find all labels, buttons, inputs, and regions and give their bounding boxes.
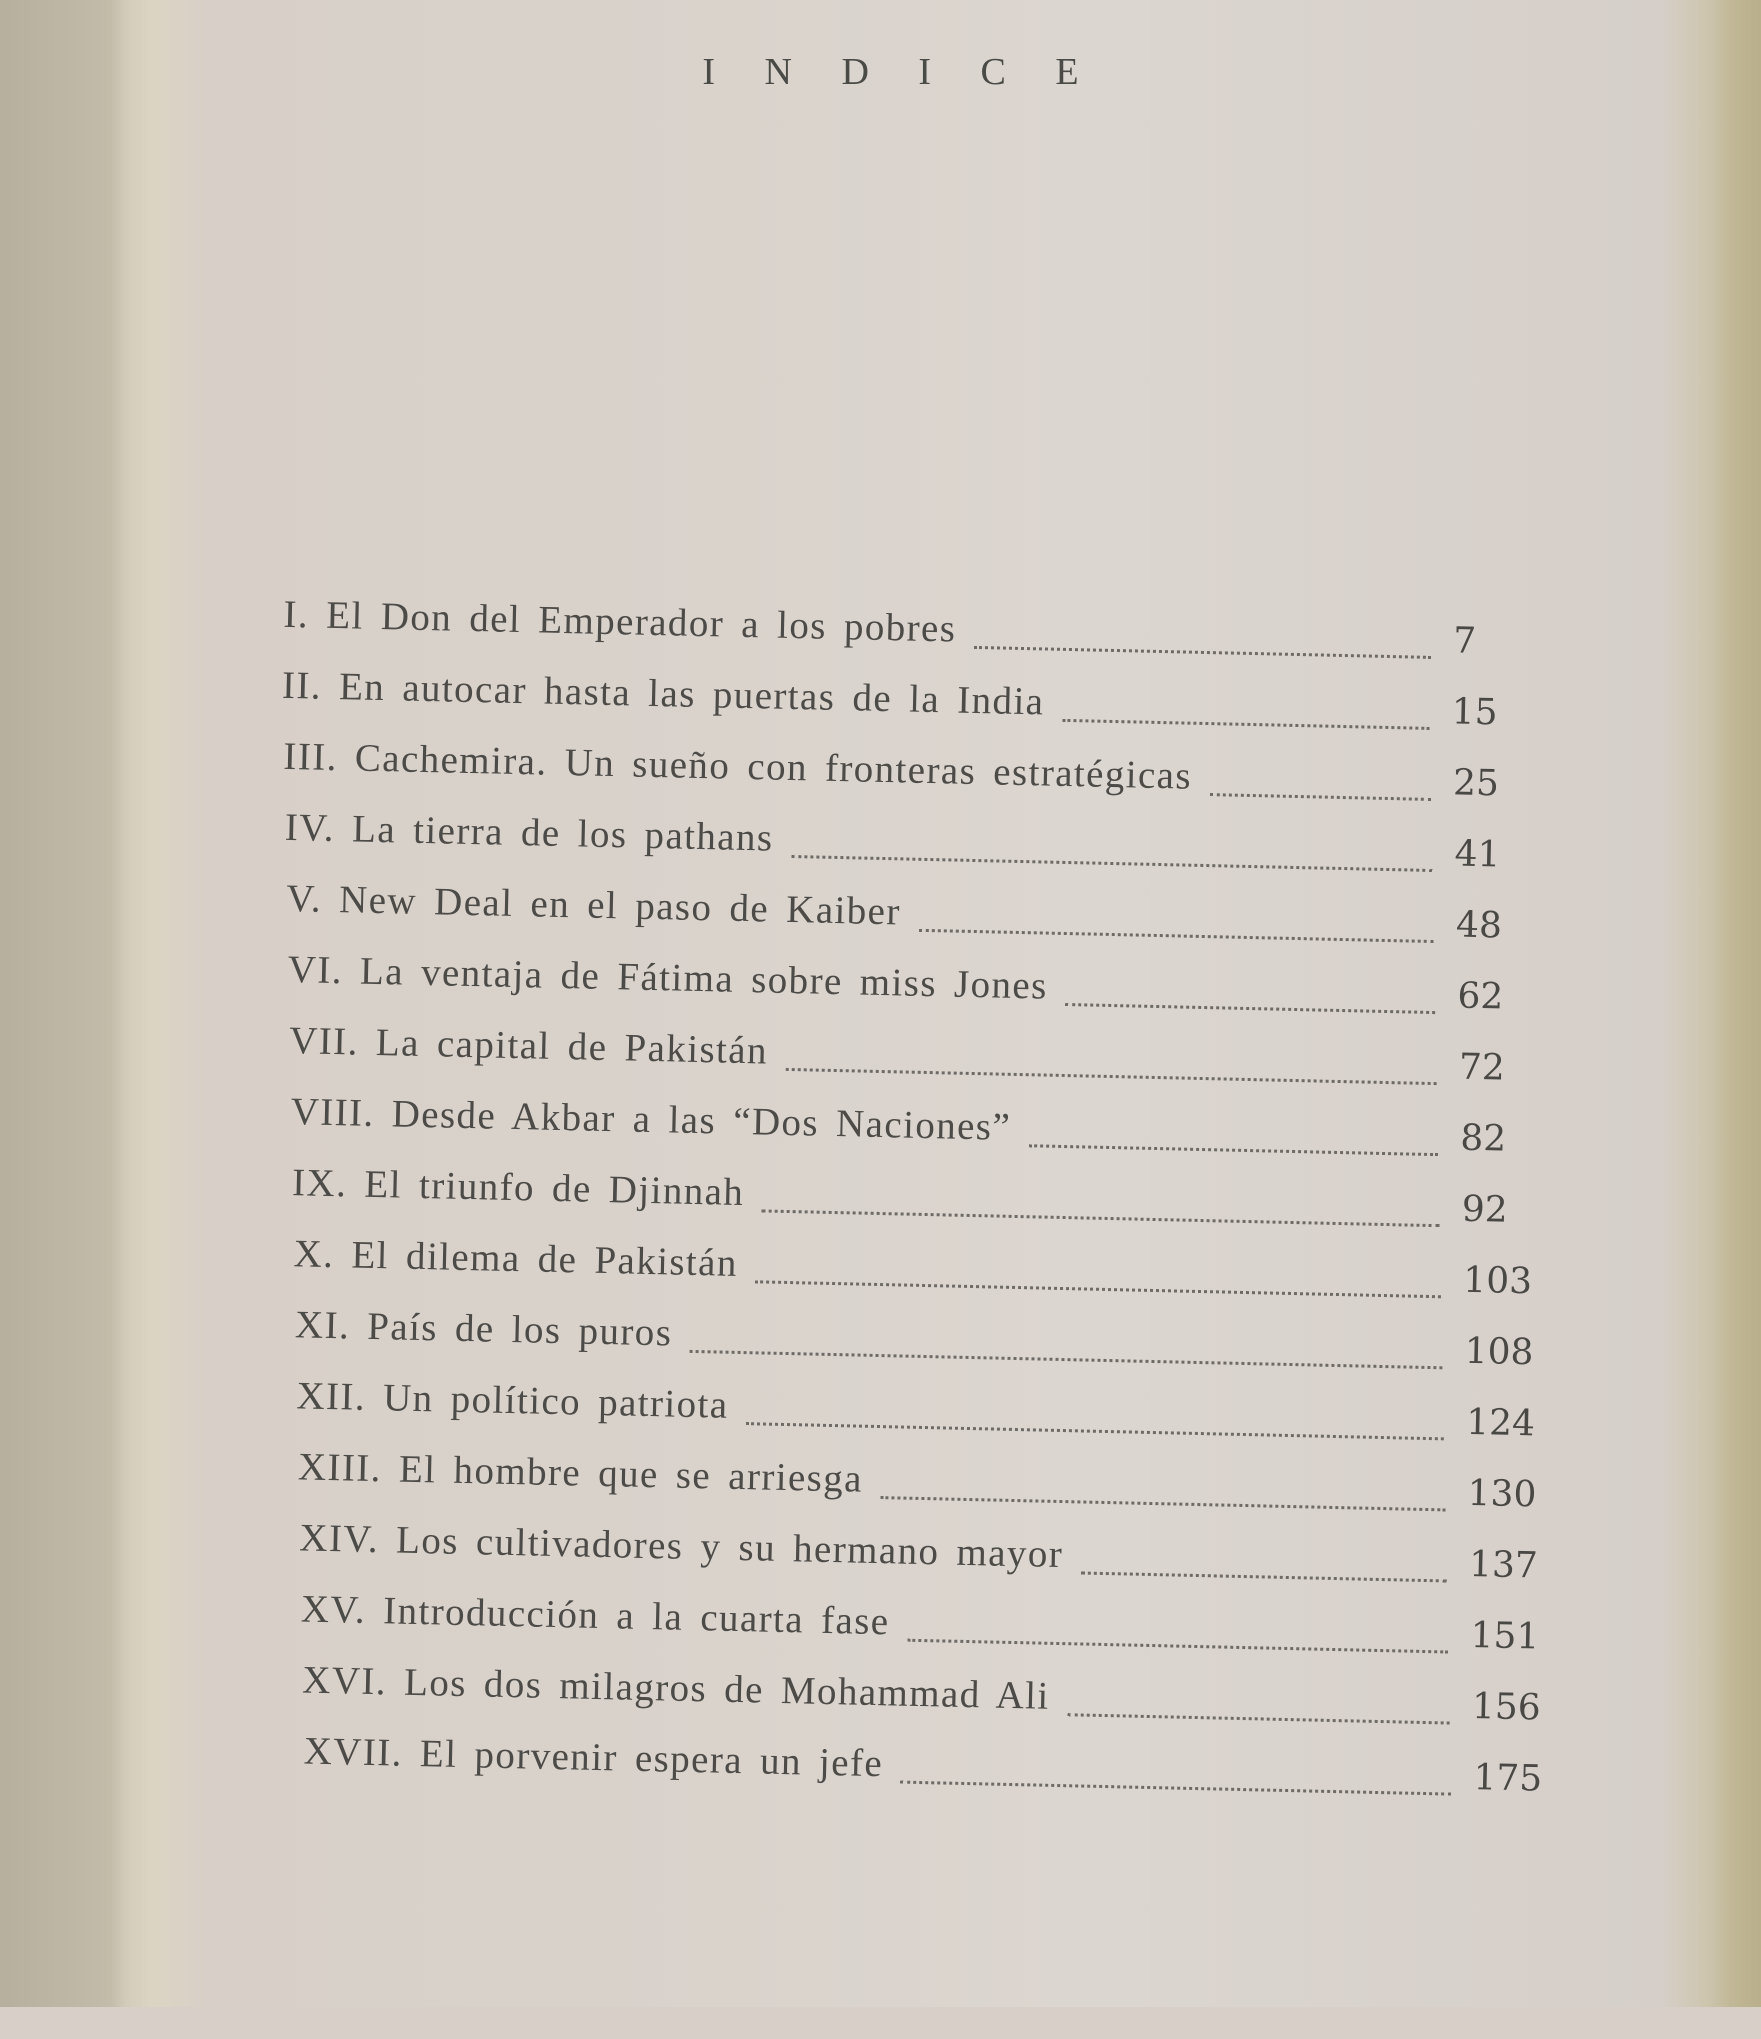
chapter-title: El porvenir espera un jefe (419, 1732, 884, 1786)
page-number: 15 (1451, 691, 1498, 734)
dot-leader (690, 1350, 1443, 1369)
chapter-title: El dilema de Pakistán (351, 1233, 739, 1285)
page-number: 48 (1455, 904, 1503, 947)
dot-leader (1067, 1713, 1449, 1724)
page-number: 151 (1470, 1614, 1540, 1658)
page-number: 7 (1452, 620, 1477, 662)
chapter-numeral: VII. (288, 1019, 360, 1064)
page-number: 82 (1459, 1117, 1507, 1160)
dot-leader (901, 1781, 1451, 1796)
page-number: 175 (1473, 1757, 1543, 1800)
chapter-title: Introducción a la cuarta fase (382, 1589, 890, 1644)
dot-leader (880, 1496, 1445, 1511)
page-number: 108 (1464, 1330, 1534, 1374)
page-number: 92 (1461, 1188, 1509, 1231)
page-number: 124 (1465, 1401, 1536, 1445)
chapter-numeral: X. (293, 1232, 335, 1277)
chapter-title: La capital de Pakistán (375, 1020, 769, 1073)
chapter-numeral: II. (281, 663, 323, 708)
chapter-numeral: VIII. (290, 1090, 376, 1135)
page-number: 103 (1462, 1259, 1533, 1303)
dot-leader (907, 1639, 1448, 1654)
dot-leader (785, 1068, 1436, 1085)
chapter-title: El Don del Emperador a los pobres (325, 593, 957, 651)
page-number: 130 (1467, 1472, 1537, 1516)
chapter-numeral: I. (283, 592, 310, 637)
dot-leader (1081, 1571, 1447, 1582)
chapter-numeral: IV. (284, 805, 336, 851)
chapter-numeral: VI. (287, 948, 344, 993)
page-number: 72 (1458, 1046, 1506, 1089)
chapter-numeral: III. (282, 734, 339, 780)
chapter-numeral: XVI. (301, 1658, 388, 1704)
page-number: 41 (1454, 833, 1501, 876)
chapter-title: Un político patriota (382, 1376, 729, 1427)
dot-leader (1062, 719, 1429, 730)
chapter-title: Los cultivadores y su hermano mayor (395, 1518, 1064, 1577)
chapter-numeral: V. (285, 876, 323, 921)
page-number: 137 (1468, 1543, 1539, 1587)
chapter-numeral: XV. (300, 1587, 367, 1632)
chapter-title: El hombre que se arriesga (398, 1447, 864, 1501)
page-title: I N D I C E (702, 51, 1099, 93)
chapter-numeral: XVII. (303, 1729, 404, 1775)
chapter-title: En autocar hasta las puertas de la India (338, 665, 1045, 724)
dot-leader (746, 1422, 1444, 1440)
chapter-title: La tierra de los pathans (351, 807, 774, 860)
dot-leader (1065, 1003, 1435, 1014)
chapter-numeral: XI. (294, 1303, 351, 1348)
chapter-numeral: IX. (291, 1161, 348, 1206)
chapter-title: Cachemira. Un sueño con fronteras estratégicas (354, 736, 1193, 798)
chapter-numeral: XIV. (298, 1516, 380, 1562)
dot-leader (1210, 793, 1431, 801)
dot-leader (762, 1209, 1440, 1227)
chapter-title: New Deal en el paso de Kaiber (338, 878, 902, 934)
dot-leader (755, 1280, 1441, 1298)
dot-leader (918, 929, 1433, 943)
dot-leader (791, 855, 1432, 872)
chapter-title: Desde Akbar a las “Dos Naciones” (391, 1092, 1012, 1149)
page-number: 25 (1452, 762, 1500, 805)
page-number: 62 (1457, 975, 1504, 1018)
chapter-title: País de los puros (366, 1304, 673, 1355)
toc-entry (303, 1729, 1554, 1816)
dot-leader (1029, 1144, 1438, 1156)
chapter-numeral: XII. (296, 1374, 367, 1419)
page-number: 156 (1471, 1686, 1542, 1729)
chapter-title: Los dos milagros de Mohammad Ali (403, 1660, 1051, 1718)
chapter-title: El triunfo de Djinnah (363, 1162, 745, 1215)
chapter-numeral: XIII. (297, 1445, 383, 1491)
chapter-title: La ventaja de Fátima sobre miss Jones (359, 949, 1049, 1008)
dot-leader (974, 646, 1431, 659)
